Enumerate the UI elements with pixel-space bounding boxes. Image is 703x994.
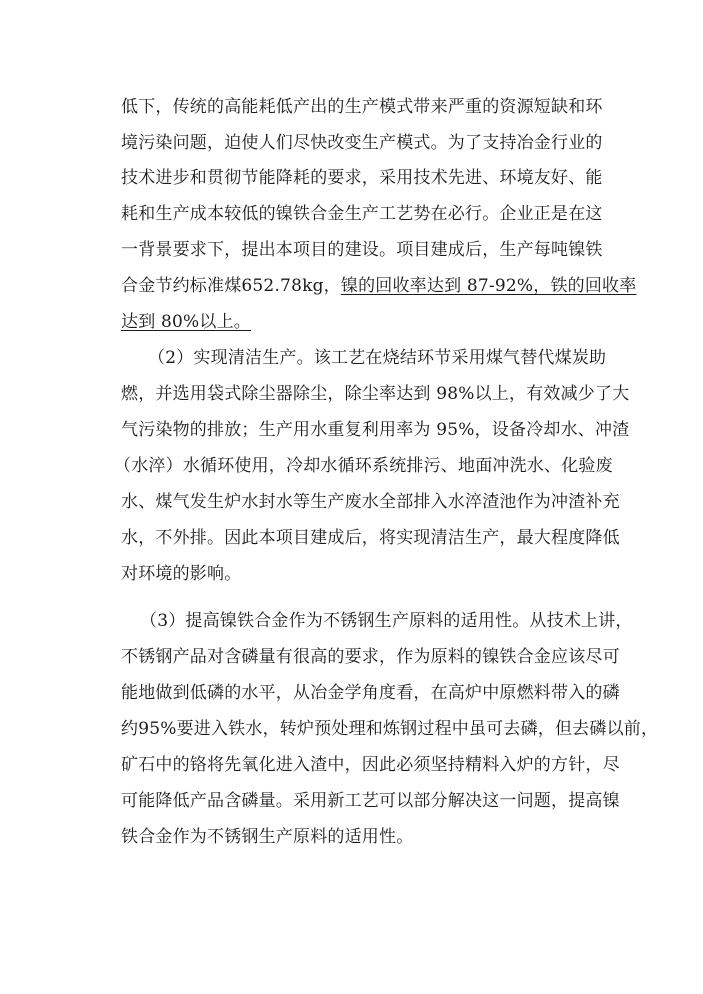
text-line: （3）提高镍铁合金作为不锈钢生产原料的适用性。从技术上讲， <box>140 611 633 631</box>
text-line: （2）实现清洁生产。该工艺在烧结环节采用煤气替代煤炭助 <box>148 348 607 368</box>
text-line <box>121 275 636 297</box>
text-line: 气污染物的排放；生产用水重复利用率为 95%，设备冷却水、冲渣 <box>121 420 630 440</box>
text-line: 能地做到低磷的水平，从冶金学角度看，在高炉中原燃料带入的磷 <box>121 683 620 703</box>
text-line: 矿石中的铬将先氧化进入渣中，因此必须坚持精料入炉的方针，尽 <box>121 755 620 775</box>
text-line: 对环境的影响。 <box>121 564 242 584</box>
text-line: 技术进步和贯彻节能降耗的要求，采用技术先进、环境友好、能 <box>121 168 603 188</box>
text-line: 燃，并选用袋式除尘器除尘，除尘率达到 98%以上，有效减少了大 <box>121 384 630 404</box>
text-line: 水，不外排。因此本项目建成后，将实现清洁生产，最大程度降低 <box>121 528 620 548</box>
text-line: 境污染问题，迫使人们尽快改变生产模式。为了支持冶金行业的 <box>121 133 603 153</box>
underlined-text: 镍的回收率达到 87-92%，铁的回收率 <box>340 276 637 296</box>
text-line: 水、煤气发生炉水封水等生产废水全部排入水淬渣池作为冲渣补充 <box>121 492 620 512</box>
text-line: 耗和生产成本较低的镍铁合金生产工艺势在必行。企业正是在这 <box>121 204 603 224</box>
text-line: 低下，传统的高能耗低产出的生产模式带来严重的资源短缺和环 <box>121 97 603 117</box>
text-line: 一背景要求下，提出本项目的建设。项目建成后，生产每吨镍铁 <box>121 240 603 260</box>
text-line: 不锈钢产品对含磷量有很高的要求，作为原料的镍铁合金应该尽可 <box>121 647 620 667</box>
text-line: 铁合金作为不锈钢生产原料的适用性。 <box>121 827 414 847</box>
text-line: 约95%要进入铁水，转炉预处理和炼钢过程中虽可去磷，但去磷以前， <box>121 719 659 739</box>
underlined-text: 达到 80%以上。 <box>121 312 251 332</box>
text-line: 可能降低产品含磷量。采用新工艺可以部分解决这一问题，提高镍 <box>121 791 620 811</box>
text-line <box>121 311 251 333</box>
text-line: （水淬）水循环使用，冷却水循环系统排污、地面冲洗水、化验废 <box>114 456 613 476</box>
text-segment: 合金节约标准煤652.78kg， <box>121 276 341 296</box>
